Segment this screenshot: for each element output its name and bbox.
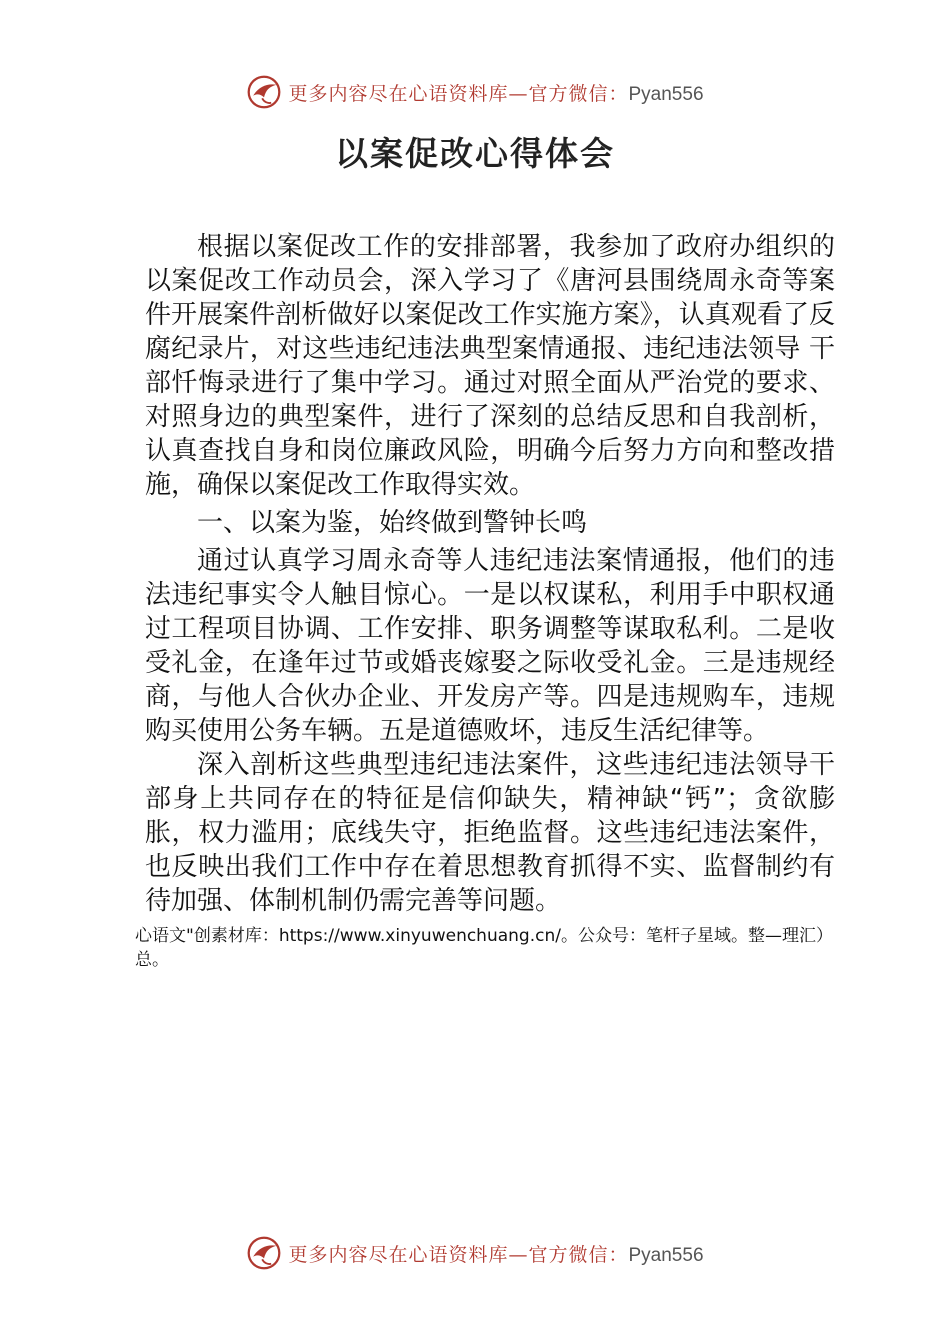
paragraph-analysis: 深入剖析这些典型违纪违法案件，这些违纪违法领导干部身上共同存在的特征是信仰缺失，精神缺“钙”；贪欲膨胀，权力滥用；底线失守，拒绝监督。这些违纪违法案件， 也反映出我们工作中存在着思想教育抓得不实、监督制约有待加强、体制机制仍需完善等问题。 [145,750,835,916]
paragraph-intro: 根据以案促改工作的安排部署，我参加了政府办组织的以案促改工作动员会，深入学习了《唐河县围绕周永奇等案件开展案件剖析做好以案促改工作实施方案》，认真观看了反腐纪录片，对这些违纪违法典型案情通报、违纪违法领导 干部忏悔录进行了集中学习。通过对照全面从严治党的要求、对照身边的典型案件，进行了深刻的总结反思和自我剖析， 认真查找自身和岗位廉政风险，明确今后努力方向和整改措 施，确保以案促改工作取得实效。 [145,232,835,500]
source-footnote: 心语文"创素材库：https://www.xinyuwenchuang.cn/。公众号：笔杆子星域。整—理汇）总。 [135,926,825,970]
section-heading: 一、以案为鉴，始终做到警钟长鸣 [197,508,588,538]
banner-text: 更多内容尽在心语资料库—官方微信：Pyan556 [288,1243,704,1266]
header-banner [0,72,950,112]
page-title: 以案促改心得体会 [335,134,615,173]
paragraph-cases: 通过认真学习周永奇等人违纪违法案情通报，他们的违法违纪事实令人触目惊心。一是以权谋私，利用手中职权通过工程项目协调、工作安排、职务调整等谋取私利。二是收受礼金，在逢年过节或婚丧嫁娶之际收受礼金。三是违规经商，与他人合伙办企业、开发房产等。四是违规购车，违规购买使用公务车辆。五是道德败坏，违反生活纪律等。 [145,546,835,746]
banner-text: 更多内容尽在心语资料库—官方微信：Pyan556 [288,82,704,105]
footer-banner [0,1233,950,1273]
bird-logo-icon [246,74,282,110]
banner-wechat-id: Pyan556 [628,83,704,105]
document-body [145,230,835,918]
bird-logo-icon [246,1235,282,1271]
banner-wechat-id: Pyan556 [628,1244,704,1266]
